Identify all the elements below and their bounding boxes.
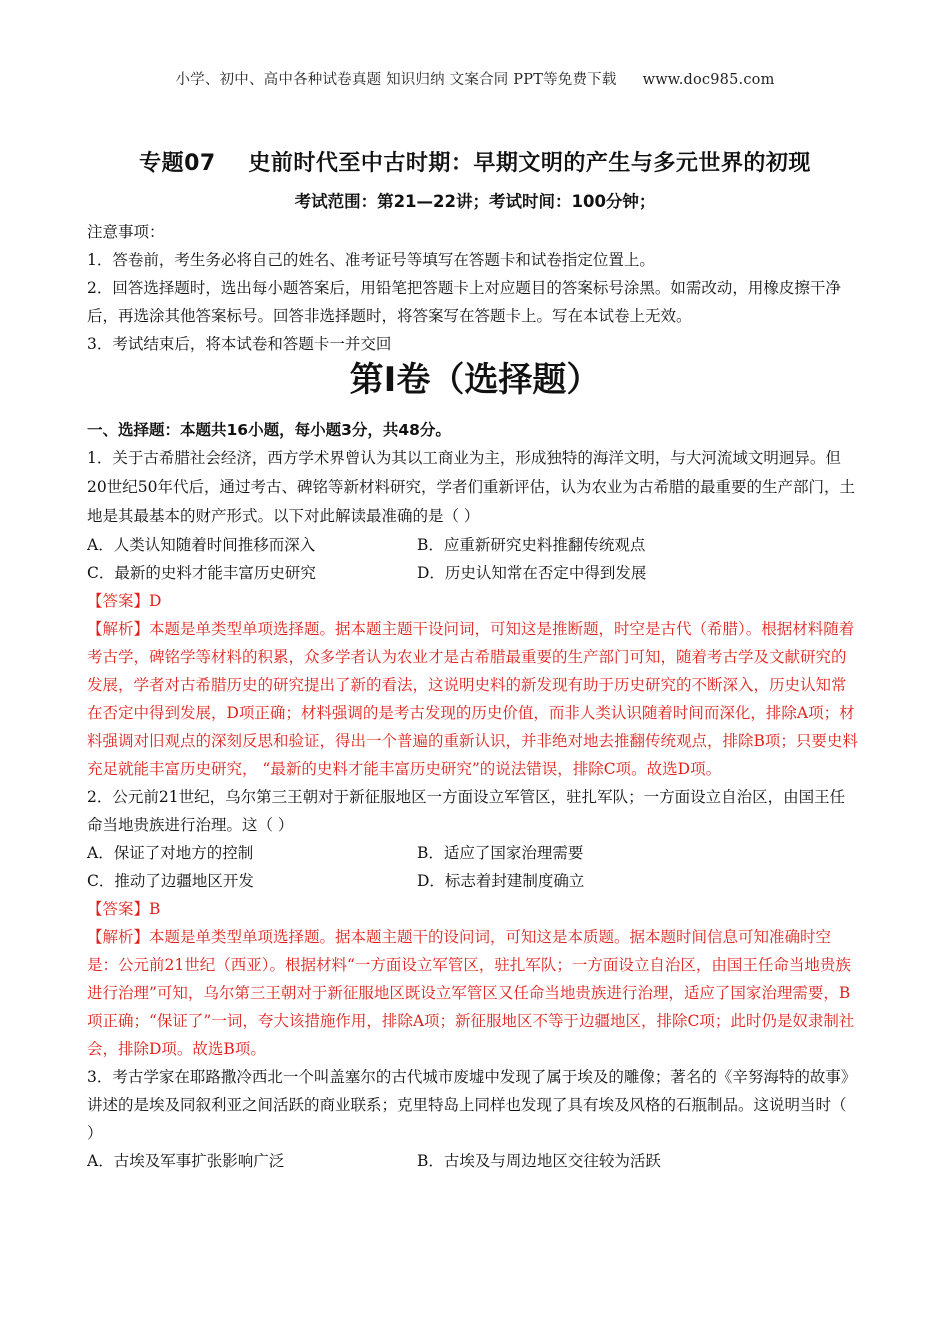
option-b[interactable]: B．应重新研究史料推翻传统观点 — [417, 536, 646, 554]
question-2 — [87, 783, 859, 1063]
option-d[interactable]: D．历史认知常在否定中得到发展 — [417, 564, 647, 582]
exam-subtitle: 考试范围：第21—22讲；考试时间：100分钟； — [294, 192, 656, 211]
exam-title: 专题07 史前时代至中古时期：早期文明的产生与多元世界的初现 — [139, 151, 811, 176]
question-list — [87, 444, 859, 1175]
option-b[interactable]: B．适应了国家治理需要 — [417, 844, 584, 862]
option-c[interactable]: C．最新的史料才能丰富历史研究 — [87, 564, 316, 582]
notes-item: 1．答卷前，考生务必将自己的姓名、准考证号等填写在答题卡和试卷指定位置上。 — [87, 251, 655, 269]
question-3 — [87, 1063, 859, 1175]
question-stem: 2．公元前21世纪，乌尔第三王朝对于新征服地区一方面设立军管区，驻扎军队；一方面设立自治区，由国王任命当地贵族进行治理。这（ ） — [87, 788, 846, 834]
notes-section — [87, 218, 867, 358]
option-grid — [87, 531, 859, 587]
explanation-text: 【解析】本题是单类型单项选择题。据本题主题干的设问词，可知这是本质题。据本题时间信息可知准确时空是：公元前21世纪（西亚）。根据材料“一方面设立军管区，驻扎军队；一方面设立自治区，由国王任命当地贵族进行治理”可知，乌尔第三王朝对于新征服地区既设立军管区又任命当地贵族进行治理，适应了国家治理需要，B项正确；“保证了”一词，夸大该措施作用，排除A项；新征服地区不等于边疆地区，排除C项；此时仍是奴隶制社会，排除D项。故选B项。 — [87, 928, 855, 1058]
header-url[interactable]: www.doc985.com — [642, 72, 775, 88]
option-a[interactable]: A．人类认知随着时间推移而深入 — [87, 536, 316, 554]
question-stem: 3．考古学家在耶路撒冷西北一个叫盖塞尔的古代城市废墟中发现了属于埃及的雕像；著名的《辛努海特的故事》讲述的是埃及同叙利亚之间活跃的商业联系；克里特岛上同样也发现了具有埃及风格的石瓶制品。这说明当时（ ） — [87, 1068, 857, 1142]
option-a[interactable]: A．保证了对地方的控制 — [87, 844, 254, 862]
answer-label: 【答案】D — [87, 592, 162, 610]
option-grid — [87, 839, 859, 895]
part-heading: 一、选择题：本题共16小题，每小题3分，共48分。 — [87, 421, 451, 439]
option-a[interactable]: A．古埃及军事扩张影响广泛 — [87, 1152, 285, 1170]
notes-item: 2．回答选择题时，选出每小题答案后，用铅笔把答题卡上对应题目的答案标号涂黑。如需改动，用橡皮擦干净后，再选涂其他答案标号。回答非选择题时，将答案写在答题卡上。写在本试卷上无效。 — [87, 279, 841, 325]
explanation-text: 【解析】本题是单类型单项选择题。据本题主题干设问词，可知这是推断题，时空是古代（希腊）。根据材料随着考古学，碑铭学等材料的积累，众多学者认为农业才是古希腊最重要的生产部门可知，随着考古学及文献研究的发展，学者对古希腊历史的研究提出了新的看法，这说明史料的新发现有助于历史研究的不断深入，历史认知常在否定中得到发展，D项正确；材料强调的是考古发现的历史价值，而非人类认识随着时间而深化，排除A项；材料强调对旧观点的深刻反思和验证，得出一个普遍的重新认识，并非绝对地去推翻传统观点，排除B项；只要史料充足就能丰富历史研究， “最新的史料才能丰富历史研究”的说法错误，排除C项。故选D项。 — [87, 620, 858, 778]
option-b[interactable]: B．古埃及与周边地区交往较为活跃 — [417, 1152, 661, 1170]
header-tagline: 小学、初中、高中各种试卷真题 知识归纳 文案合同 PPT等免费下载 — [175, 72, 617, 88]
notes-heading: 注意事项： — [87, 223, 165, 241]
option-d[interactable]: D．标志着封建制度确立 — [417, 872, 585, 890]
question-1 — [87, 444, 859, 783]
page-header — [0, 68, 950, 89]
question-stem: 1．关于古希腊社会经济，西方学术界曾认为其以工商业为主，形成独特的海洋文明，与大河流域文明迥异。但20世纪50年代后，通过考古、碑铭等新材料研究，学者们重新评估，认为农业为古希腊的最重要的生产部门，土地是其最基本的财产形式。以下对此解读最准确的是（ ） — [87, 449, 855, 525]
option-grid — [87, 1147, 859, 1175]
answer-label: 【答案】B — [87, 900, 161, 918]
notes-item: 3．考试结束后，将本试卷和答题卡一并交回 — [87, 335, 392, 353]
section-title: 第I卷（选择题） — [349, 360, 601, 400]
option-c[interactable]: C．推动了边疆地区开发 — [87, 872, 254, 890]
